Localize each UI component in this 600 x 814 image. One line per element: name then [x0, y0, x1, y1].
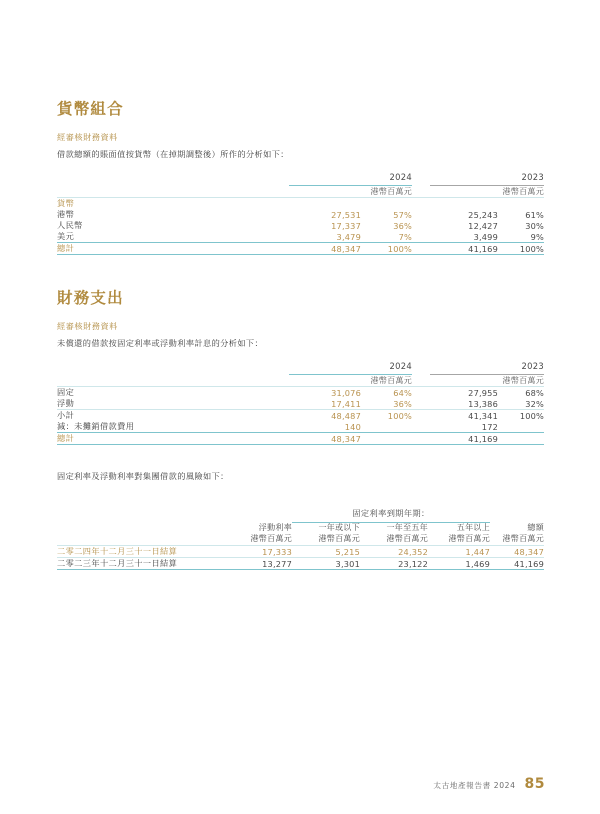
section-subhead-currency: 經審核財務資料: [57, 131, 118, 142]
total-label: 總計: [57, 433, 289, 445]
table-row: [57, 545, 544, 557]
total-previous-value: 41,169: [430, 243, 498, 255]
column-header-over-five-years: [428, 523, 490, 546]
row-label: 港幣: [57, 209, 75, 220]
group-label-currency: 貨幣: [57, 198, 75, 209]
table-row: [57, 220, 544, 231]
fixed-rate-maturity-table: [57, 508, 544, 570]
deduction-current-value: 140: [344, 422, 361, 433]
unit-current: 港幣百萬元: [289, 375, 412, 387]
interest-rate-basis-table: [57, 361, 544, 445]
row-one-to-five-years-value: 23,122: [360, 557, 428, 569]
column-header-line1: 五年以上: [456, 523, 490, 533]
column-header-line1: 總額: [527, 523, 544, 533]
row-total-value: 48,347: [490, 545, 544, 557]
column-header-line2: 港幣百萬元: [250, 533, 292, 543]
deduction-previous-percent: [498, 421, 544, 433]
total-current-percent: [361, 433, 412, 445]
row-previous-percent: 68%: [525, 388, 545, 399]
section-title-finance: 財務支出: [57, 289, 124, 308]
row-current-percent: 36%: [393, 221, 413, 232]
row-current-percent: 7%: [398, 232, 413, 243]
total-current-value: 48,347: [289, 243, 361, 255]
page-content: [57, 100, 544, 570]
row-current-value: 31,076: [331, 388, 361, 399]
row-label: 人民幣: [57, 220, 83, 231]
row-over-five-years-value: 1,469: [428, 557, 490, 569]
row-current-value: 3,479: [336, 232, 361, 243]
currency-composition-table: [57, 172, 544, 255]
row-total-value: 41,169: [490, 557, 544, 569]
section-intro-maturity: 固定利率及浮動利率對集團借款的風險如下：: [57, 471, 229, 482]
column-header-line2: 港幣百萬元: [502, 533, 544, 543]
table-total-row: [57, 243, 544, 255]
table-total-row: [57, 433, 544, 445]
table-deduction-row: [57, 421, 544, 433]
total-current-value: 48,347: [289, 433, 361, 445]
year-current-label: 2024: [389, 172, 413, 183]
row-floating-value: 17,333: [224, 545, 292, 557]
group-header-maturity: 固定利率到期年期：: [352, 508, 430, 519]
row-label: 二零二四年十二月三十一日結算: [57, 545, 224, 557]
column-header-floating: [224, 523, 292, 546]
column-header-line2: 港幣百萬元: [448, 533, 490, 543]
footer-page-number: 85: [524, 776, 545, 792]
deduction-previous-value: 172: [481, 422, 499, 433]
year-previous-label: 2023: [521, 172, 545, 183]
total-previous-percent: [498, 433, 544, 445]
table-row: [57, 231, 544, 243]
table-row: [57, 398, 544, 410]
table-group-header-row: [57, 508, 544, 519]
table-spacer: [57, 494, 544, 508]
row-current-percent: 57%: [393, 210, 413, 221]
row-current-value: 27,531: [331, 210, 361, 221]
table-row: [57, 557, 544, 569]
deduction-current-percent: [361, 421, 412, 433]
total-label: 總計: [57, 243, 289, 255]
table-column-header-row: [57, 523, 544, 546]
row-over-five-years-value: 1,447: [428, 545, 490, 557]
row-previous-value: 25,243: [468, 210, 499, 221]
row-label: 二零二三年十二月三十一日結算: [57, 557, 224, 569]
row-label: 美元: [57, 231, 75, 242]
table-row: [57, 387, 544, 399]
row-previous-percent: 61%: [525, 210, 545, 221]
column-header-line1: 一年或以下: [318, 523, 360, 533]
row-within-one-year-value: 5,215: [292, 545, 360, 557]
row-current-percent: 36%: [393, 399, 413, 410]
row-previous-percent: 9%: [530, 232, 545, 243]
table-row: [57, 209, 544, 220]
subtotal-previous-percent: 100%: [498, 410, 544, 422]
column-header-line1: 一年至五年: [386, 523, 428, 533]
table-unit-row: [57, 186, 544, 198]
subtotal-current-value: 48,487: [289, 410, 361, 422]
footer-publication-title: 太古地產報告書 2024: [433, 781, 516, 790]
row-previous-value: 12,427: [468, 221, 499, 232]
row-previous-percent: 32%: [525, 399, 545, 410]
row-one-to-five-years-value: 24,352: [360, 545, 428, 557]
row-previous-value: 13,386: [468, 399, 499, 410]
row-current-value: 17,337: [331, 221, 361, 232]
column-header-within-one-year: [292, 523, 360, 546]
year-previous-label: 2023: [521, 361, 545, 372]
row-floating-value: 13,277: [224, 557, 292, 569]
row-current-percent: 64%: [393, 388, 413, 399]
total-previous-value: 41,169: [430, 433, 498, 445]
section-title-currency: 貨幣組合: [57, 100, 124, 118]
year-current-label: 2024: [389, 361, 413, 372]
unit-current: 港幣百萬元: [289, 186, 412, 198]
section-intro-finance: 未償還的借款按固定利率或浮動利率計息的分析如下：: [57, 338, 264, 349]
row-current-value: 17,411: [331, 399, 361, 410]
section-spacer: [57, 255, 544, 289]
table-spacer: [57, 445, 544, 471]
table-group-label-row: [57, 198, 544, 210]
row-label: 浮動: [57, 398, 75, 409]
table-subtotal-row: [57, 410, 544, 422]
total-current-percent: 100%: [361, 243, 412, 255]
section-subhead-finance: 經審核財務資料: [57, 320, 118, 331]
subtotal-label: 小計: [57, 410, 289, 422]
column-header-line1: 浮動利率: [258, 523, 292, 533]
row-within-one-year-value: 3,301: [292, 557, 360, 569]
row-previous-value: 27,955: [468, 388, 499, 399]
deduction-label: 減：未攤銷借款費用: [57, 421, 135, 432]
row-previous-value: 3,499: [473, 232, 499, 243]
total-previous-percent: 100%: [498, 243, 544, 255]
column-header-one-to-five-years: [360, 523, 428, 546]
table-year-header-row: [57, 172, 544, 182]
table-unit-row: [57, 375, 544, 387]
row-previous-percent: 30%: [525, 221, 545, 232]
section-intro-currency: 借款總額的賬面值按貨幣（在掉期調整後）所作的分析如下：: [57, 149, 289, 160]
column-header-line2: 港幣百萬元: [386, 533, 428, 543]
column-header-total: [490, 523, 544, 546]
subtotal-previous-value: 41,341: [430, 410, 498, 422]
subtotal-current-percent: 100%: [361, 410, 412, 422]
page-footer: [433, 776, 545, 792]
column-header-line2: 港幣百萬元: [318, 533, 360, 543]
unit-previous: 港幣百萬元: [430, 186, 544, 198]
unit-previous: 港幣百萬元: [430, 375, 544, 387]
table-year-header-row: [57, 361, 544, 371]
row-label: 固定: [57, 387, 75, 398]
